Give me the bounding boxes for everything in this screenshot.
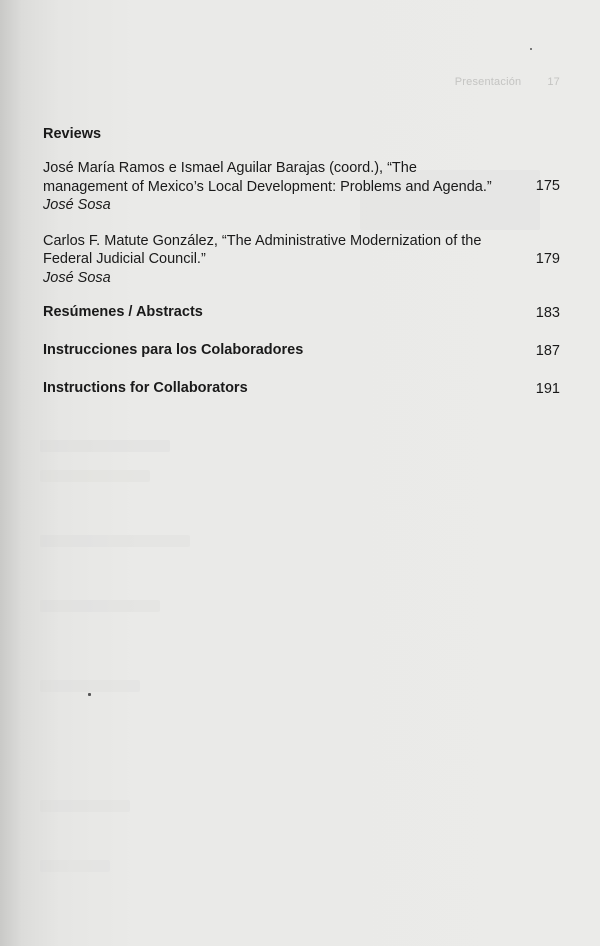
entry-title: Instructions for Collaborators [43,380,248,396]
entry-title: Carlos F. Matute González, “The Administrative Modernization of the Federal Judicial Council.” [43,232,482,267]
toc-entry-abstracts [43,303,563,321]
entry-title: Resúmenes / Abstracts [43,304,203,320]
show-through-block [40,535,190,547]
toc-entry-instructions [43,379,563,397]
table-of-contents [43,125,563,417]
entry-page-number: 179 [535,250,560,267]
show-through-block [40,600,160,612]
running-head-section: Presentación [454,76,522,88]
show-through-block [40,470,150,482]
paper-speck [88,693,91,696]
toc-entry-instrucciones [43,341,563,359]
entry-page-number: 187 [535,343,560,359]
entry-page-number: 183 [535,305,560,321]
show-through-block [40,800,130,812]
toc-entry-review-2 [43,232,563,288]
entry-page-number: 175 [535,178,560,194]
entry-author: José Sosa [43,269,111,286]
toc-entry-review-1 [43,159,563,215]
running-head [455,76,560,88]
show-through-block [40,440,170,452]
show-through-block [40,680,140,692]
entry-page-number: 191 [535,381,560,397]
entry-title: Instrucciones para los Colaboradores [43,342,304,358]
show-through-block [40,860,110,872]
entry-author: José Sosa [43,197,111,213]
entry-title: José María Ramos e Ismael Aguilar Barajas (coord.), “The management of Mexico’s Local Development: Problems and Agenda.” [43,160,492,195]
reviews-heading: Reviews [43,126,102,142]
running-head-page: 17 [547,76,560,88]
paper-speck [530,48,532,50]
